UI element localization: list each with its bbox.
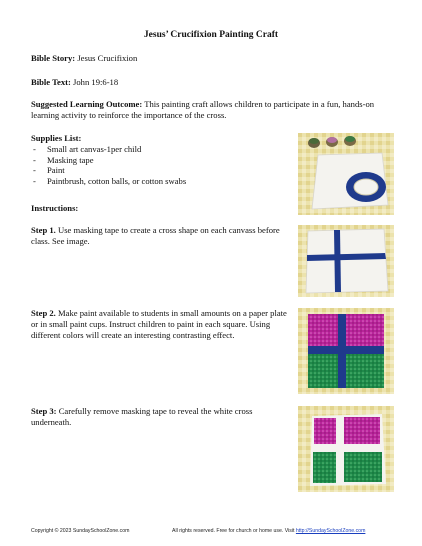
supply-item: - Paint bbox=[31, 165, 186, 176]
painted-canvas-photo bbox=[298, 308, 394, 394]
step-3-label: Step 3: bbox=[31, 406, 57, 416]
supply-item: - Masking tape bbox=[31, 155, 186, 166]
instructions-label: Instructions: bbox=[31, 203, 79, 213]
step-3 bbox=[31, 406, 291, 428]
supplies-photo bbox=[298, 133, 394, 215]
supplies-section bbox=[31, 133, 186, 187]
step-2-label: Step 2. bbox=[31, 308, 56, 318]
footer-link[interactable]: http://SundaySchoolZone.com bbox=[295, 528, 366, 534]
step-1 bbox=[31, 225, 291, 247]
step-1-text: Use masking tape to create a cross shape on each canvass before class. See image. bbox=[31, 225, 280, 246]
supplies-label: Supplies List: bbox=[31, 133, 82, 143]
supplies-list bbox=[31, 144, 186, 187]
learning-outcome-label: Suggested Learning Outcome: bbox=[31, 99, 143, 109]
learning-outcome bbox=[31, 99, 391, 121]
footer-rights bbox=[172, 528, 365, 534]
page-title: Jesus’ Crucifixion Painting Craft bbox=[143, 30, 279, 40]
bible-story-line bbox=[31, 53, 137, 64]
taped-canvas-photo bbox=[298, 225, 394, 297]
finished-canvas-photo bbox=[298, 406, 394, 492]
learning-outcome-text: This painting craft allows children to participate in a fun, hands-on learning activity to reinforce the importance of the cross. bbox=[31, 99, 375, 120]
bible-text-line bbox=[31, 77, 118, 88]
supply-item: - Small art canvas-1per child bbox=[31, 144, 186, 155]
supply-item: - Paintbrush, cotton balls, or cotton swabs bbox=[31, 176, 186, 187]
bible-story-label: Bible Story: bbox=[31, 53, 76, 63]
step-3-text: Carefully remove masking tape to reveal the white cross underneath. bbox=[31, 406, 253, 427]
bible-text-value: John 19:6-18 bbox=[73, 77, 119, 87]
bible-story-value: Jesus Crucifixion bbox=[77, 53, 138, 63]
step-2 bbox=[31, 308, 291, 340]
step-2-text: Make paint available to students in small amounts on a paper plate or in small paint cups. Instruct children to paint in each square. Using different colors will create an interesting contrasting effect. bbox=[31, 308, 287, 340]
footer-rights-text: All rights reserved. Free for church or home use. Visit bbox=[172, 528, 295, 534]
bible-text-label: Bible Text: bbox=[31, 77, 71, 87]
step-1-label: Step 1. bbox=[31, 225, 56, 235]
footer-copyright: Copyright © 2023 SundaySchoolZone.com bbox=[31, 528, 130, 534]
